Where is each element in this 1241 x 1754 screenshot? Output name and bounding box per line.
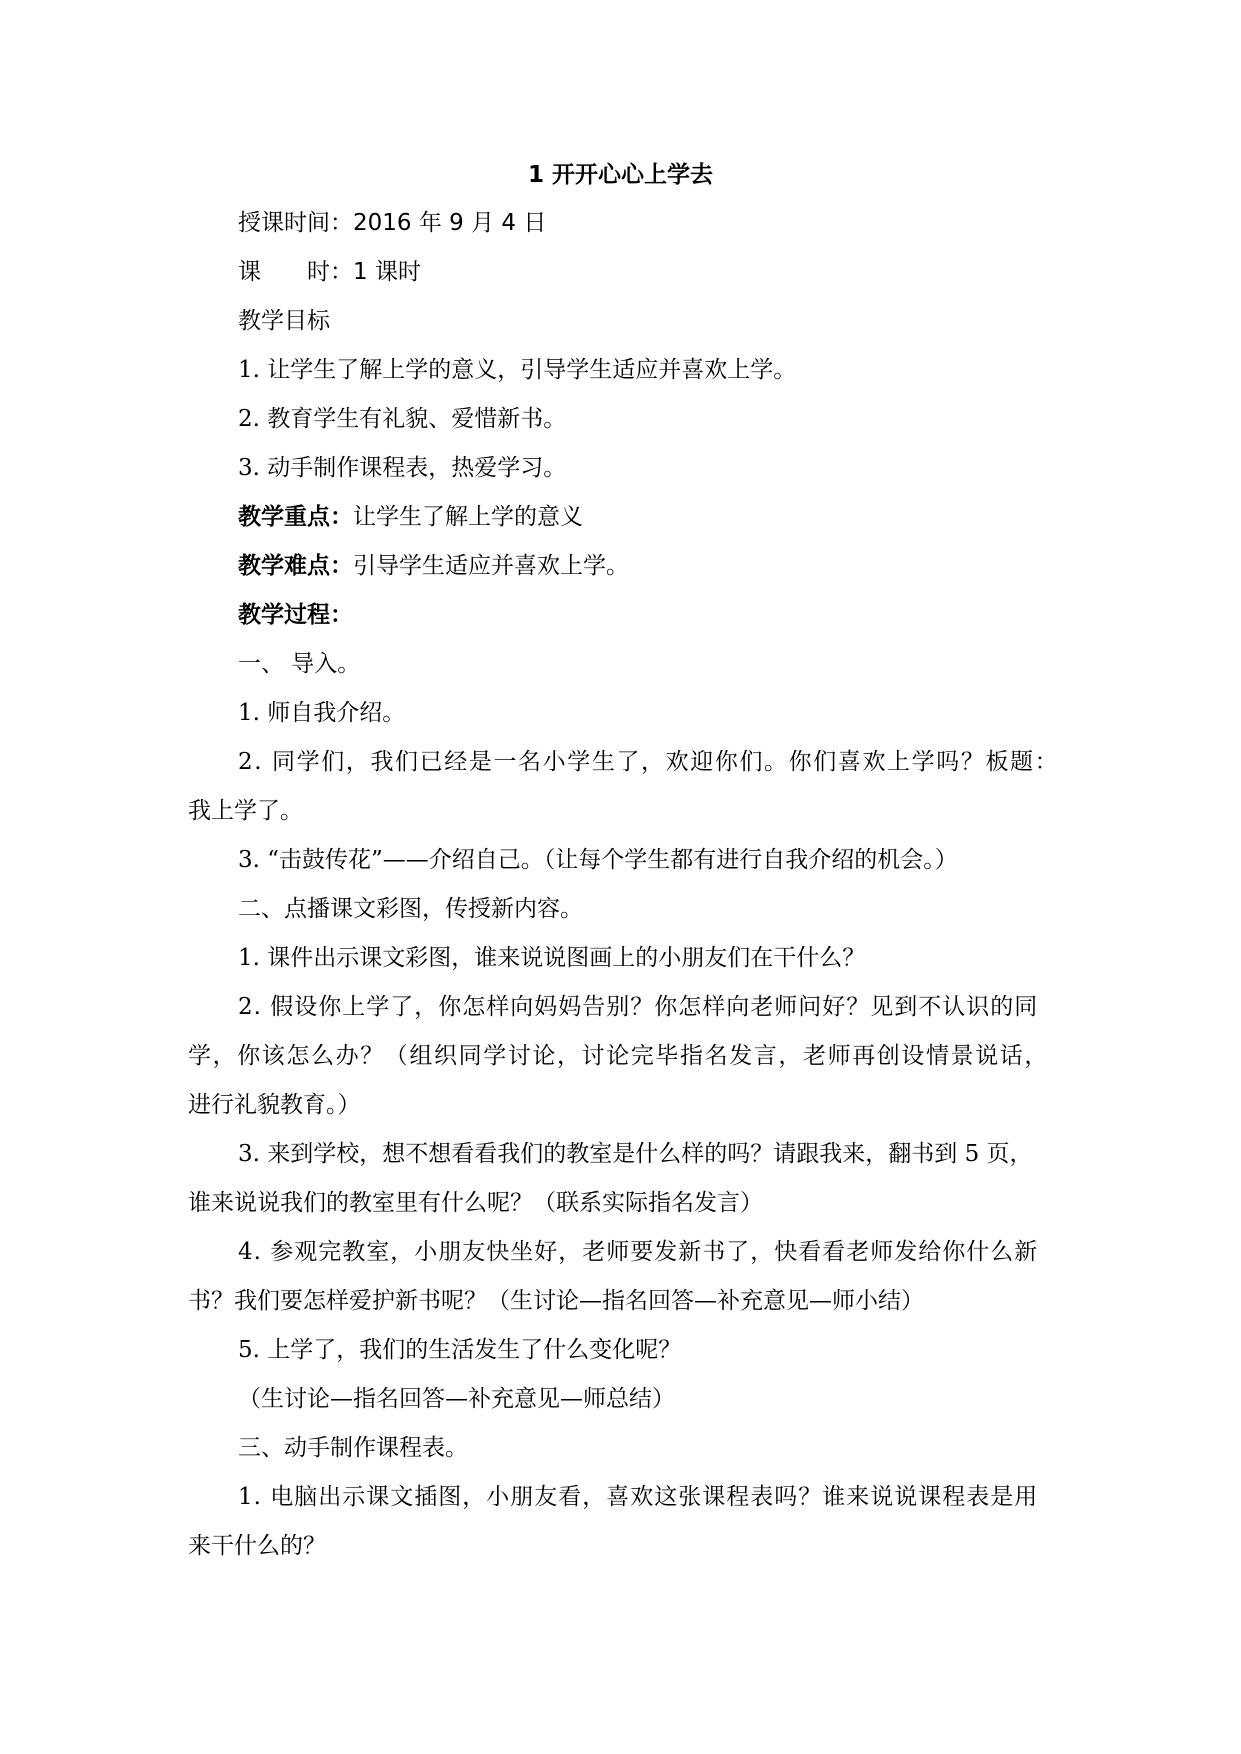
objective-item-2: 2. 教育学生有礼貌、爱惜新书。 — [238, 406, 567, 432]
teaching-time-label: 授课时间： — [238, 210, 353, 236]
process-line-section-two: 二、点播课文彩图，传授新内容。 — [238, 896, 583, 922]
key-point-text: 让学生了解上学的意义 — [353, 504, 583, 530]
difficulty-line — [238, 551, 629, 581]
class-period-label: 课 时： — [238, 259, 353, 285]
process-line: 1. 师自我介绍。 — [238, 700, 406, 726]
process-line: 2. 假设你上学了，你怎样向妈妈告别？你怎样向老师问好？见到不认识的同 — [238, 994, 1039, 1020]
process-line: 3. “击鼓传花”——介绍自己。（让每个学生都有进行自我介绍的机会。） — [238, 847, 958, 873]
process-line-section-three: 三、动手制作课程表。 — [238, 1435, 468, 1461]
process-line: 5. 上学了，我们的生活发生了什么变化呢？ — [238, 1337, 682, 1363]
teaching-time-value: 2016 年 9 月 4 日 — [353, 210, 547, 236]
process-line: 我上学了。 — [188, 798, 303, 824]
key-point-line — [238, 502, 583, 532]
teaching-time-line — [238, 208, 546, 238]
process-line: 进行礼貌教育。） — [188, 1092, 361, 1118]
class-period-line — [238, 257, 421, 287]
process-line: 书？我们要怎样爱护新书呢？（生讨论—指名回答—补充意见—师小结） — [188, 1288, 924, 1314]
process-line: （生讨论—指名回答—补充意见—师总结） — [238, 1386, 675, 1412]
process-line: 2. 同学们，我们已经是一名小学生了，欢迎你们。你们喜欢上学吗？板题： — [238, 749, 1060, 775]
difficulty-label: 教学难点： — [238, 553, 353, 579]
objective-item-1: 1. 让学生了解上学的意义，引导学生适应并喜欢上学。 — [238, 357, 797, 383]
objectives-heading: 教学目标 — [238, 308, 330, 334]
process-line: 1. 电脑出示课文插图，小朋友看，喜欢这张课程表吗？谁来说说课程表是用 — [238, 1484, 1039, 1510]
objective-item-3: 3. 动手制作课程表，热爱学习。 — [238, 455, 567, 481]
process-line: 学，你该怎么办？（组织同学讨论，讨论完毕指名发言，老师再创设情景说话， — [188, 1043, 1049, 1069]
process-line: 来干什么的？ — [188, 1533, 326, 1559]
process-line: 谁来说说我们的教室里有什么呢？（联系实际指名发言） — [188, 1190, 763, 1216]
class-period-value: 1 课时 — [353, 259, 421, 285]
process-line-section-one: 一、 导入。 — [238, 651, 361, 677]
process-heading: 教学过程： — [238, 602, 353, 628]
process-line: 1. 课件出示课文彩图，谁来说说图画上的小朋友们在干什么？ — [238, 945, 866, 971]
process-line: 4. 参观完教室，小朋友快坐好，老师要发新书了，快看看老师发给你什么新 — [238, 1239, 1039, 1265]
lesson-title: 1 开开心心上学去 — [527, 162, 713, 188]
key-point-label: 教学重点： — [238, 504, 353, 530]
difficulty-text: 引导学生适应并喜欢上学。 — [353, 553, 629, 579]
process-line: 3. 来到学校，想不想看看我们的教室是什么样的吗？请跟我来，翻书到 5 页， — [238, 1141, 1033, 1167]
